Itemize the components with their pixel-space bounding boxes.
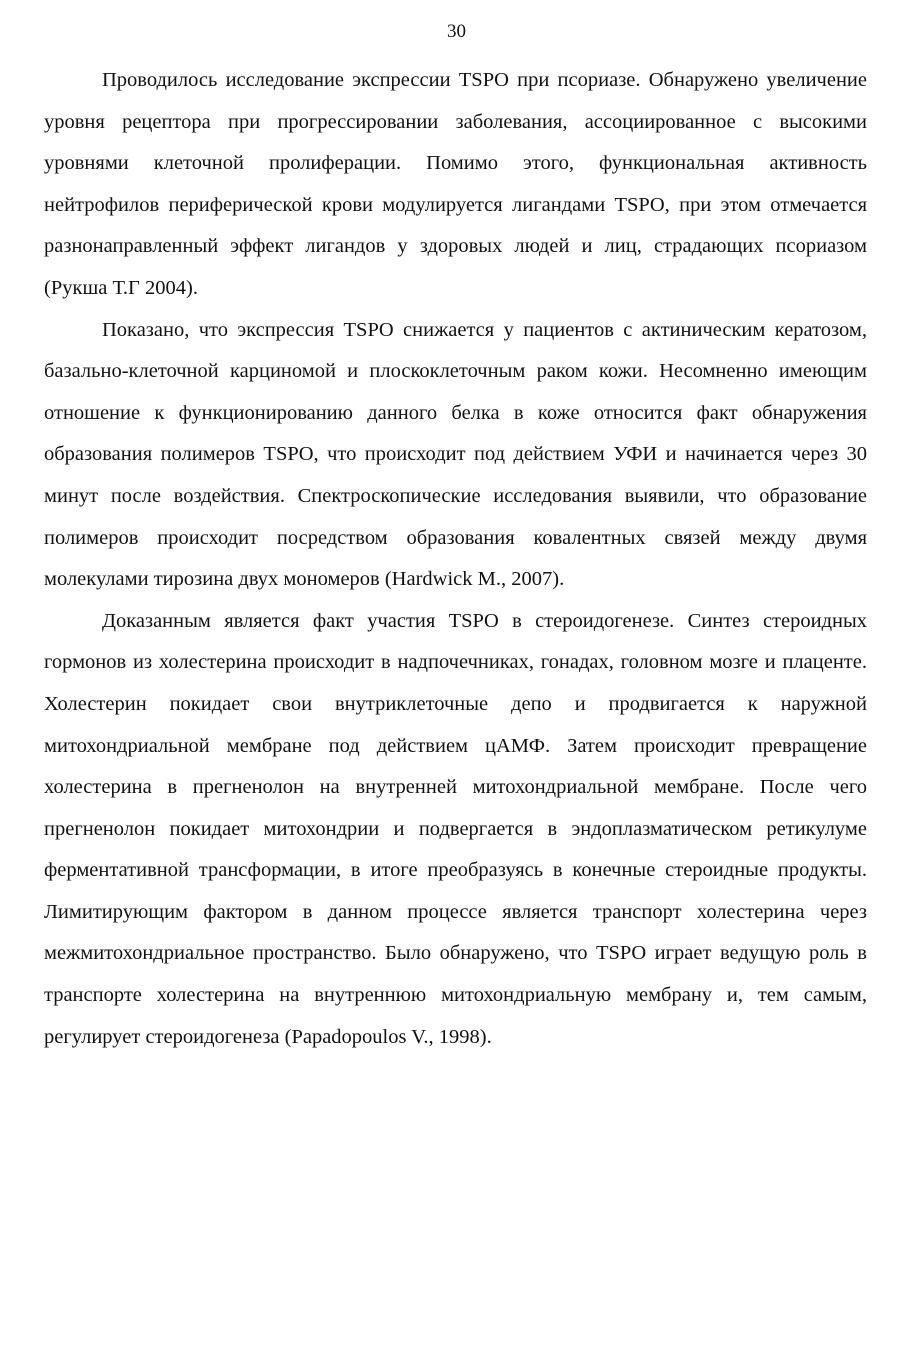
body-text (44, 60, 867, 1058)
paragraph-psoriasis: Проводилось исследование экспрессии TSPO при псориазе. Обнаружено увеличение уровня рецептора при прогрессировании заболевания, ассоциированное с высокими уровнями клеточной пролиферации. Помимо этого, функциональная активность нейтрофилов периферической крови модулируется лигандами TSPO, при этом отмечается разнонаправленный эффект лигандов у здоровых людей и лиц, страдающих псориазом (Рукша Т.Г 2004). (44, 69, 867, 299)
paragraph-steroidogenesis: Доказанным является факт участия TSPO в стероидогенезе. Синтез стероидных гормонов из холестерина происходит в надпочечниках, гонадах, головном мозге и плаценте. Холестерин покидает свои внутриклеточные депо и продвигается к наружной митохондриальной мембране под действием цАМФ. Затем происходит превращение холестерина в прегненолон на внутренней митохондриальной мембране. После чего прегненолон покидает митохондрии и подвергается в эндоплазматическом ретикулуме ферментативной трансформации, в итоге преобразуясь в конечные стероидные продукты. Лимитирующим фактором в данном процессе является транспорт холестерина через межмитохондриальное пространство. Было обнаружено, что TSPO играет ведущую роль в транспорте холестерина на внутреннюю митохондриальную мембрану и, тем самым, регулирует стероидогенеза (Papadopoulos V., 1998). (44, 609, 867, 1048)
page-number: 30 (447, 21, 466, 42)
paragraph-skin-cancer: Показано, что экспрессия TSPO снижается у пациентов с актиническим кератозом, базально-клеточной карциномой и плоскоклеточным раком кожи. Несомненно имеющим отношение к функционированию данного белка в коже относится факт обнаружения образования полимеров TSPO, что происходит под действием УФИ и начинается через 30 минут после воздействия. Спектроскопические исследования выявили, что образование полимеров происходит посредством образования ковалентных связей между двумя молекулами тирозина двух мономеров (Hardwick M., 2007). (44, 318, 867, 591)
